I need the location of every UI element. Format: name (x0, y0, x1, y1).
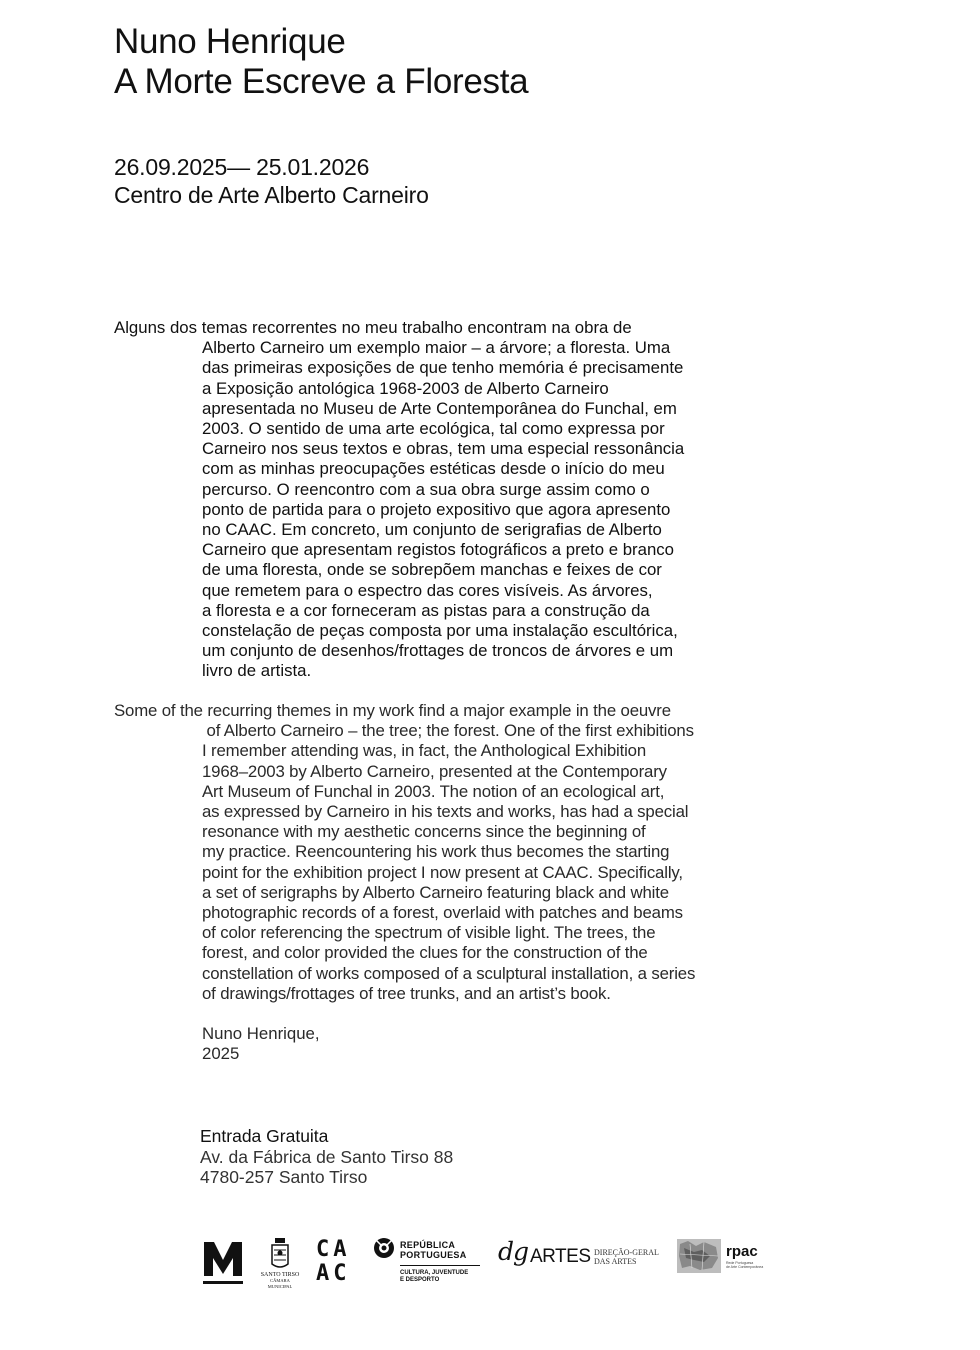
dg-sub1: DIREÇÃO-GERAL (594, 1248, 659, 1257)
text-line: 1968–2003 by Alberto Carneiro, presented at the Contemporary (202, 761, 667, 781)
text-line: Alguns dos temas recorrentes no meu trabalho encontram na obra de (114, 318, 632, 337)
text-line: Carneiro que apresentam registos fotográficos a preto e branco (202, 540, 675, 560)
republica-emblem-icon (372, 1236, 396, 1262)
exhibition-details (114, 153, 429, 209)
text-line: Carneiro nos seus textos e obras, tem uma especial ressonância (202, 439, 685, 459)
santo-tirso-sublabel: CÂMARA MUNICIPAL (267, 1278, 293, 1289)
caac-logo (316, 1238, 360, 1286)
text-line: of Alberto Carneiro – the tree; the forest. One of the first exhibitions (202, 721, 694, 741)
text-line: my practice. Reencountering his work thus becomes the starting (202, 842, 670, 862)
caac-top: CA (316, 1237, 351, 1262)
exhibition-dates: 26.09.2025— 25.01.2026 (114, 154, 370, 180)
text-line: photographic records of a forest, overlaid with patches and beams (202, 903, 683, 923)
text-line: a Exposição antológica 1968-2003 de Alberto Carneiro (202, 378, 609, 398)
dg-sub2: DAS ARTES (594, 1257, 637, 1266)
text-line: 2003. O sentido de uma arte ecológica, tal como expressa por (202, 419, 665, 439)
museum-m-logo (200, 1238, 246, 1288)
text-line: constellation of works composed of a sculptural installation, a series (202, 963, 696, 983)
address-line-2: 4780-257 Santo Tirso (200, 1167, 368, 1187)
signature (202, 1024, 320, 1064)
republica-portuguesa-logo (372, 1236, 484, 1292)
text-line: apresentada no Museu de Arte Contemporânea do Funchal, em (202, 398, 677, 418)
text-line: Some of the recurring themes in my work find a major example in the oeuvre (114, 701, 671, 720)
text-line: Art Museum of Funchal in 2003. The notion of an ecological art, (202, 781, 665, 801)
exhibition-venue: Centro de Arte Alberto Carneiro (114, 182, 429, 208)
exhibition-title: A Morte Escreve a Floresta (114, 62, 529, 101)
dg-artes: ARTES (530, 1246, 591, 1267)
dgartes-logo (498, 1236, 668, 1280)
caac-bottom: AC (316, 1261, 351, 1286)
text-line: ponto de partida para o projeto expositivo que agora apresento (202, 499, 671, 519)
text-line: point for the exhibition project I now present at CAAC. Specifically, (202, 862, 683, 882)
santo-tirso-label: SANTO TIRSO (260, 1272, 300, 1278)
text-line: que remetem para o espectro das cores visíveis. As árvores, (202, 580, 653, 600)
text-line: of drawings/frottages of tree trunks, and an artist’s book. (202, 983, 611, 1003)
text-line: a set of serigraphs by Alberto Carneiro featuring black and white (202, 882, 669, 902)
text-line: das primeiras exposições de que tenho memória é precisamente (202, 358, 684, 378)
republica-sub2: E DESPORTO (400, 1277, 440, 1283)
signature-name: Nuno Henrique, (202, 1024, 320, 1043)
text-line: Alberto Carneiro um exemplo maior – a árvore; a floresta. Uma (202, 338, 671, 358)
rpac-sub2: de Arte Contemporânea (726, 1265, 764, 1269)
admission-label: Entrada Gratuita (200, 1126, 329, 1146)
text-line: de uma floresta, onde se sobrepõem manchas e feixes de cor (202, 560, 662, 580)
republica-divider (400, 1265, 480, 1266)
text-line: resonance with my aesthetic concerns since the beginning of (202, 822, 646, 842)
republica-sub1: CULTURA, JUVENTUDE (400, 1270, 469, 1276)
text-line: a floresta e a cor forneceram as pistas para a construção da (202, 600, 650, 620)
rpac-map-icon (676, 1238, 722, 1274)
visit-info (200, 1126, 453, 1188)
text-line: forest, and color provided the clues for the construction of the (202, 943, 648, 963)
text-line: percurso. O reencontro com a sua obra surge assim como o (202, 479, 650, 499)
dg-script: dg (498, 1237, 529, 1266)
exhibition-header (114, 22, 528, 102)
signature-year: 2025 (202, 1044, 240, 1064)
text-line: livro de artista. (202, 661, 312, 681)
text-line: of color referencing the spectrum of visible light. The trees, the (202, 923, 656, 943)
text-line: no CAAC. Em concreto, um conjunto de serigrafias de Alberto (202, 520, 662, 540)
rpac-sub1: Rede Portuguesa (726, 1261, 754, 1265)
partner-logos (200, 1232, 780, 1292)
address-line-1: Av. da Fábrica de Santo Tirso 88 (200, 1146, 454, 1167)
text-portuguese (114, 318, 684, 682)
santo-tirso-logo (258, 1236, 302, 1290)
text-english (114, 701, 695, 1004)
santo-tirso-crest-icon (258, 1236, 302, 1272)
rpac-label: rpac (726, 1243, 758, 1260)
text-line: I remember attending was, in fact, the Anthological Exhibition (202, 741, 647, 761)
text-line: um conjunto de desenhos/frottages de troncos de árvores e um (202, 641, 674, 661)
rpac-logo (676, 1238, 786, 1278)
republica-line2: PORTUGUESA (400, 1250, 467, 1260)
text-line: as expressed by Carneiro in his texts and works, has had a special (202, 802, 689, 822)
text-line: constelação de peças composta por uma instalação escultórica, (202, 621, 678, 641)
artist-name: Nuno Henrique (114, 22, 346, 61)
republica-line1: REPÚBLICA (400, 1240, 456, 1250)
text-line: com as minhas preocupações estéticas desde o início do meu (202, 459, 665, 479)
